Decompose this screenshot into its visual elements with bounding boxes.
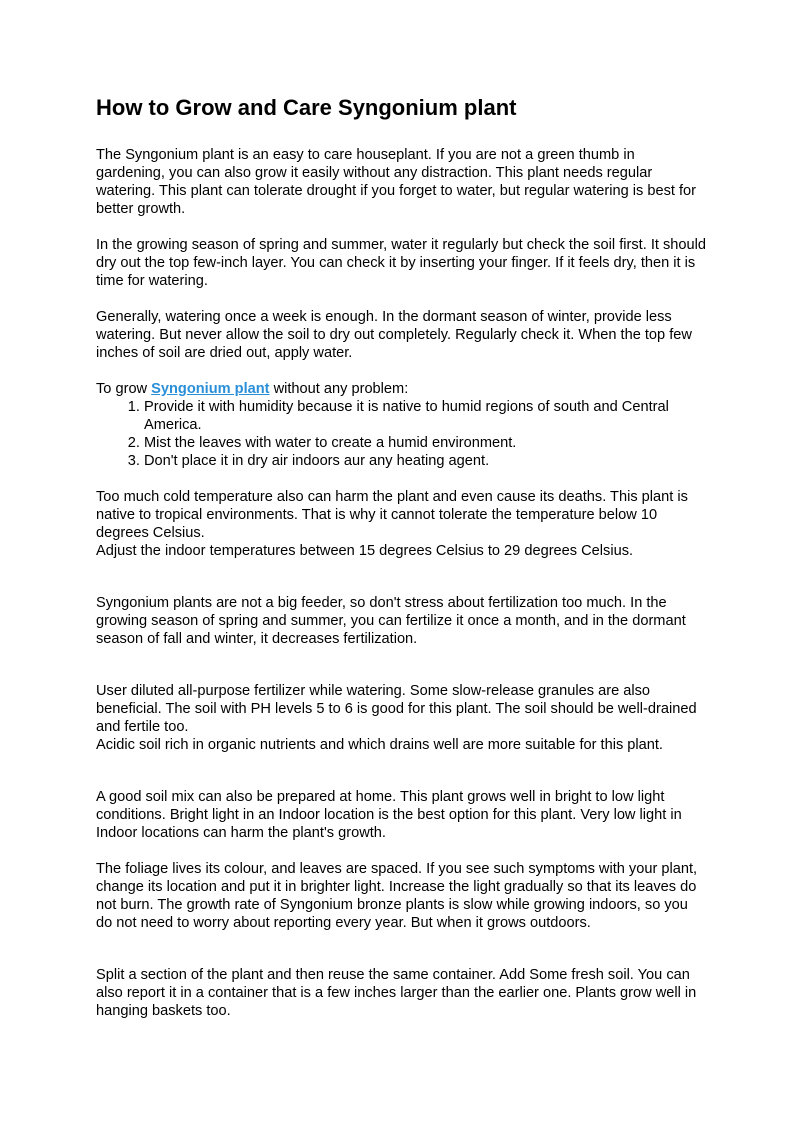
- paragraph-intro: The Syngonium plant is an easy to care houseplant. If you are not a green thumb in gardening, you can also grow it easily without any distraction. This plant needs regular watering. This plant can tolerate drought if you forget to water, but regular watering is best for better growth.: [96, 147, 697, 217]
- paragraph-to-grow: [96, 380, 706, 398]
- paragraph-temperature-range: Adjust the indoor temperatures between 15 degrees Celsius to 29 degrees Celsius.: [96, 543, 634, 559]
- care-list: [96, 398, 706, 470]
- list-item: 3. Don't place it in dry air indoors aur any heating agent.: [144, 452, 706, 470]
- document-page: [96, 94, 706, 1020]
- list-item: 1. Provide it with humidity because it is native to humid regions of south and Central America.: [144, 398, 706, 434]
- page-title: How to Grow and Care Syngonium plant: [96, 95, 517, 120]
- paragraph-fertilizer-soil: User diluted all-purpose fertilizer while watering. Some slow-release granules are also beneficial. The soil with PH levels 5 to 6 is good for this plant. The soil should be well-drained and fertile too.: [96, 683, 697, 735]
- paragraph-watering-season: In the growing season of spring and summer, water it regularly but check the soil first. It should dry out the top few-inch layer. You can check it by inserting your finger. If it feels dry, then it is time for watering.: [96, 237, 706, 289]
- paragraph-foliage: The foliage lives its colour, and leaves are spaced. If you see such symptoms with your plant, change its location and put it in brighter light. Increase the light gradually so that its leaves do not burn. The growth rate of Syngonium bronze plants is slow while growing indoors, so you do not need to worry about reporting every year. But when it grows outdoors.: [96, 861, 698, 931]
- syngonium-plant-link[interactable]: Syngonium plant: [151, 381, 270, 397]
- list-item: 2. Mist the leaves with water to create a humid environment.: [144, 434, 706, 452]
- paragraph-acidic-soil: Acidic soil rich in organic nutrients and which drains well are more suitable for this plant.: [96, 737, 663, 753]
- to-grow-prefix: To grow: [96, 381, 152, 397]
- paragraph-repotting: Split a section of the plant and then reuse the same container. Add Some fresh soil. You can also report it in a container that is a few inches larger than the earlier one. Plants grow well in hanging baskets too.: [96, 967, 697, 1019]
- paragraph-fertilization: Syngonium plants are not a big feeder, so don't stress about fertilization too much. In the growing season of spring and summer, you can fertilize it once a month, and in the dormant season of fall and winter, it decreases fertilization.: [96, 595, 686, 647]
- paragraph-light: A good soil mix can also be prepared at home. This plant grows well in bright to low light conditions. Bright light in an Indoor location is the best option for this plant. Very low light in Indoor locations can harm the plant's growth.: [96, 789, 682, 841]
- paragraph-watering-frequency: Generally, watering once a week is enough. In the dormant season of winter, provide less watering. But never allow the soil to dry out completely. Regularly check it. When the top few inches of soil are dried out, apply water.: [96, 309, 692, 361]
- to-grow-suffix: without any problem:: [269, 381, 409, 397]
- paragraph-temperature: Too much cold temperature also can harm the plant and even cause its deaths. This plant is native to tropical environments. That is why it cannot tolerate the temperature below 10 degrees Celsius.: [96, 489, 688, 541]
